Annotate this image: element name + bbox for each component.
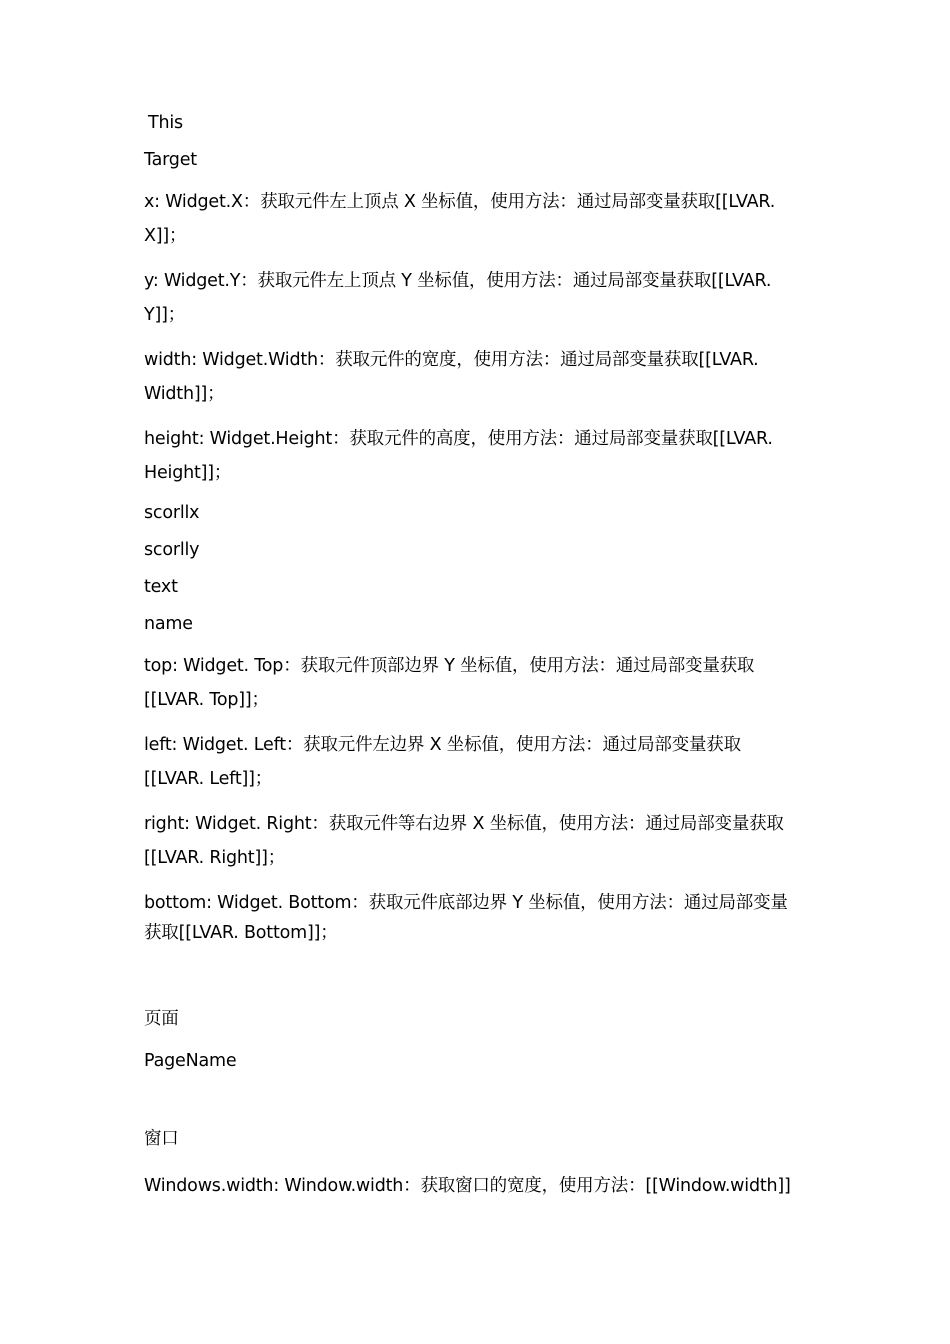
height-description-line2: Height]]； xyxy=(144,463,232,483)
bottom-description-line2: 获取[[LVAR. Bottom]]； xyxy=(144,923,338,943)
scrolly-label: scorlly xyxy=(144,540,200,560)
left-description-line1: left: Widget. Left：获取元件左边界 X 坐标值，使用方法：通过局部变量获取 xyxy=(144,735,741,755)
left-description-line2: [[LVAR. Left]]； xyxy=(144,769,273,789)
x-description-line2: X]]； xyxy=(144,226,187,246)
y-description-line2: Y]]； xyxy=(144,305,186,325)
right-description-line1: right: Widget. Right：获取元件等右边界 X 坐标值，使用方法：通过局部变量获取 xyxy=(144,814,784,834)
pagename-label: PageName xyxy=(144,1051,237,1071)
text-label: text xyxy=(144,577,178,597)
top-description-line2: [[LVAR. Top]]； xyxy=(144,690,269,710)
width-description-line1: width: Widget.Width：获取元件的宽度，使用方法：通过局部变量获取[[LVAR. xyxy=(144,350,759,370)
height-description-line1: height: Widget.Height：获取元件的高度，使用方法：通过局部变量获取[[LVAR. xyxy=(144,429,773,449)
target-label: Target xyxy=(144,150,197,170)
scrollx-label: scorllx xyxy=(144,503,200,523)
window-section-heading: 窗口 xyxy=(144,1129,179,1149)
page-section-heading: 页面 xyxy=(144,1009,179,1029)
name-label: name xyxy=(144,614,193,634)
windows-width-description: Windows.width: Window.width：获取窗口的宽度，使用方法：[[Window.width]] xyxy=(144,1176,791,1196)
y-description-line1: y: Widget.Y：获取元件左上顶点 Y 坐标值，使用方法：通过局部变量获取[[LVAR. xyxy=(144,271,772,291)
this-label: This xyxy=(148,113,183,133)
right-description-line2: [[LVAR. Right]]； xyxy=(144,848,286,868)
top-description-line1: top: Widget. Top：获取元件顶部边界 Y 坐标值，使用方法：通过局部变量获取 xyxy=(144,656,755,676)
bottom-description-line1: bottom: Widget. Bottom：获取元件底部边界 Y 坐标值，使用方法：通过局部变量 xyxy=(144,893,788,913)
x-description-line1: x: Widget.X：获取元件左上顶点 X 坐标值，使用方法：通过局部变量获取[[LVAR. xyxy=(144,192,776,212)
width-description-line2: Width]]； xyxy=(144,384,225,404)
